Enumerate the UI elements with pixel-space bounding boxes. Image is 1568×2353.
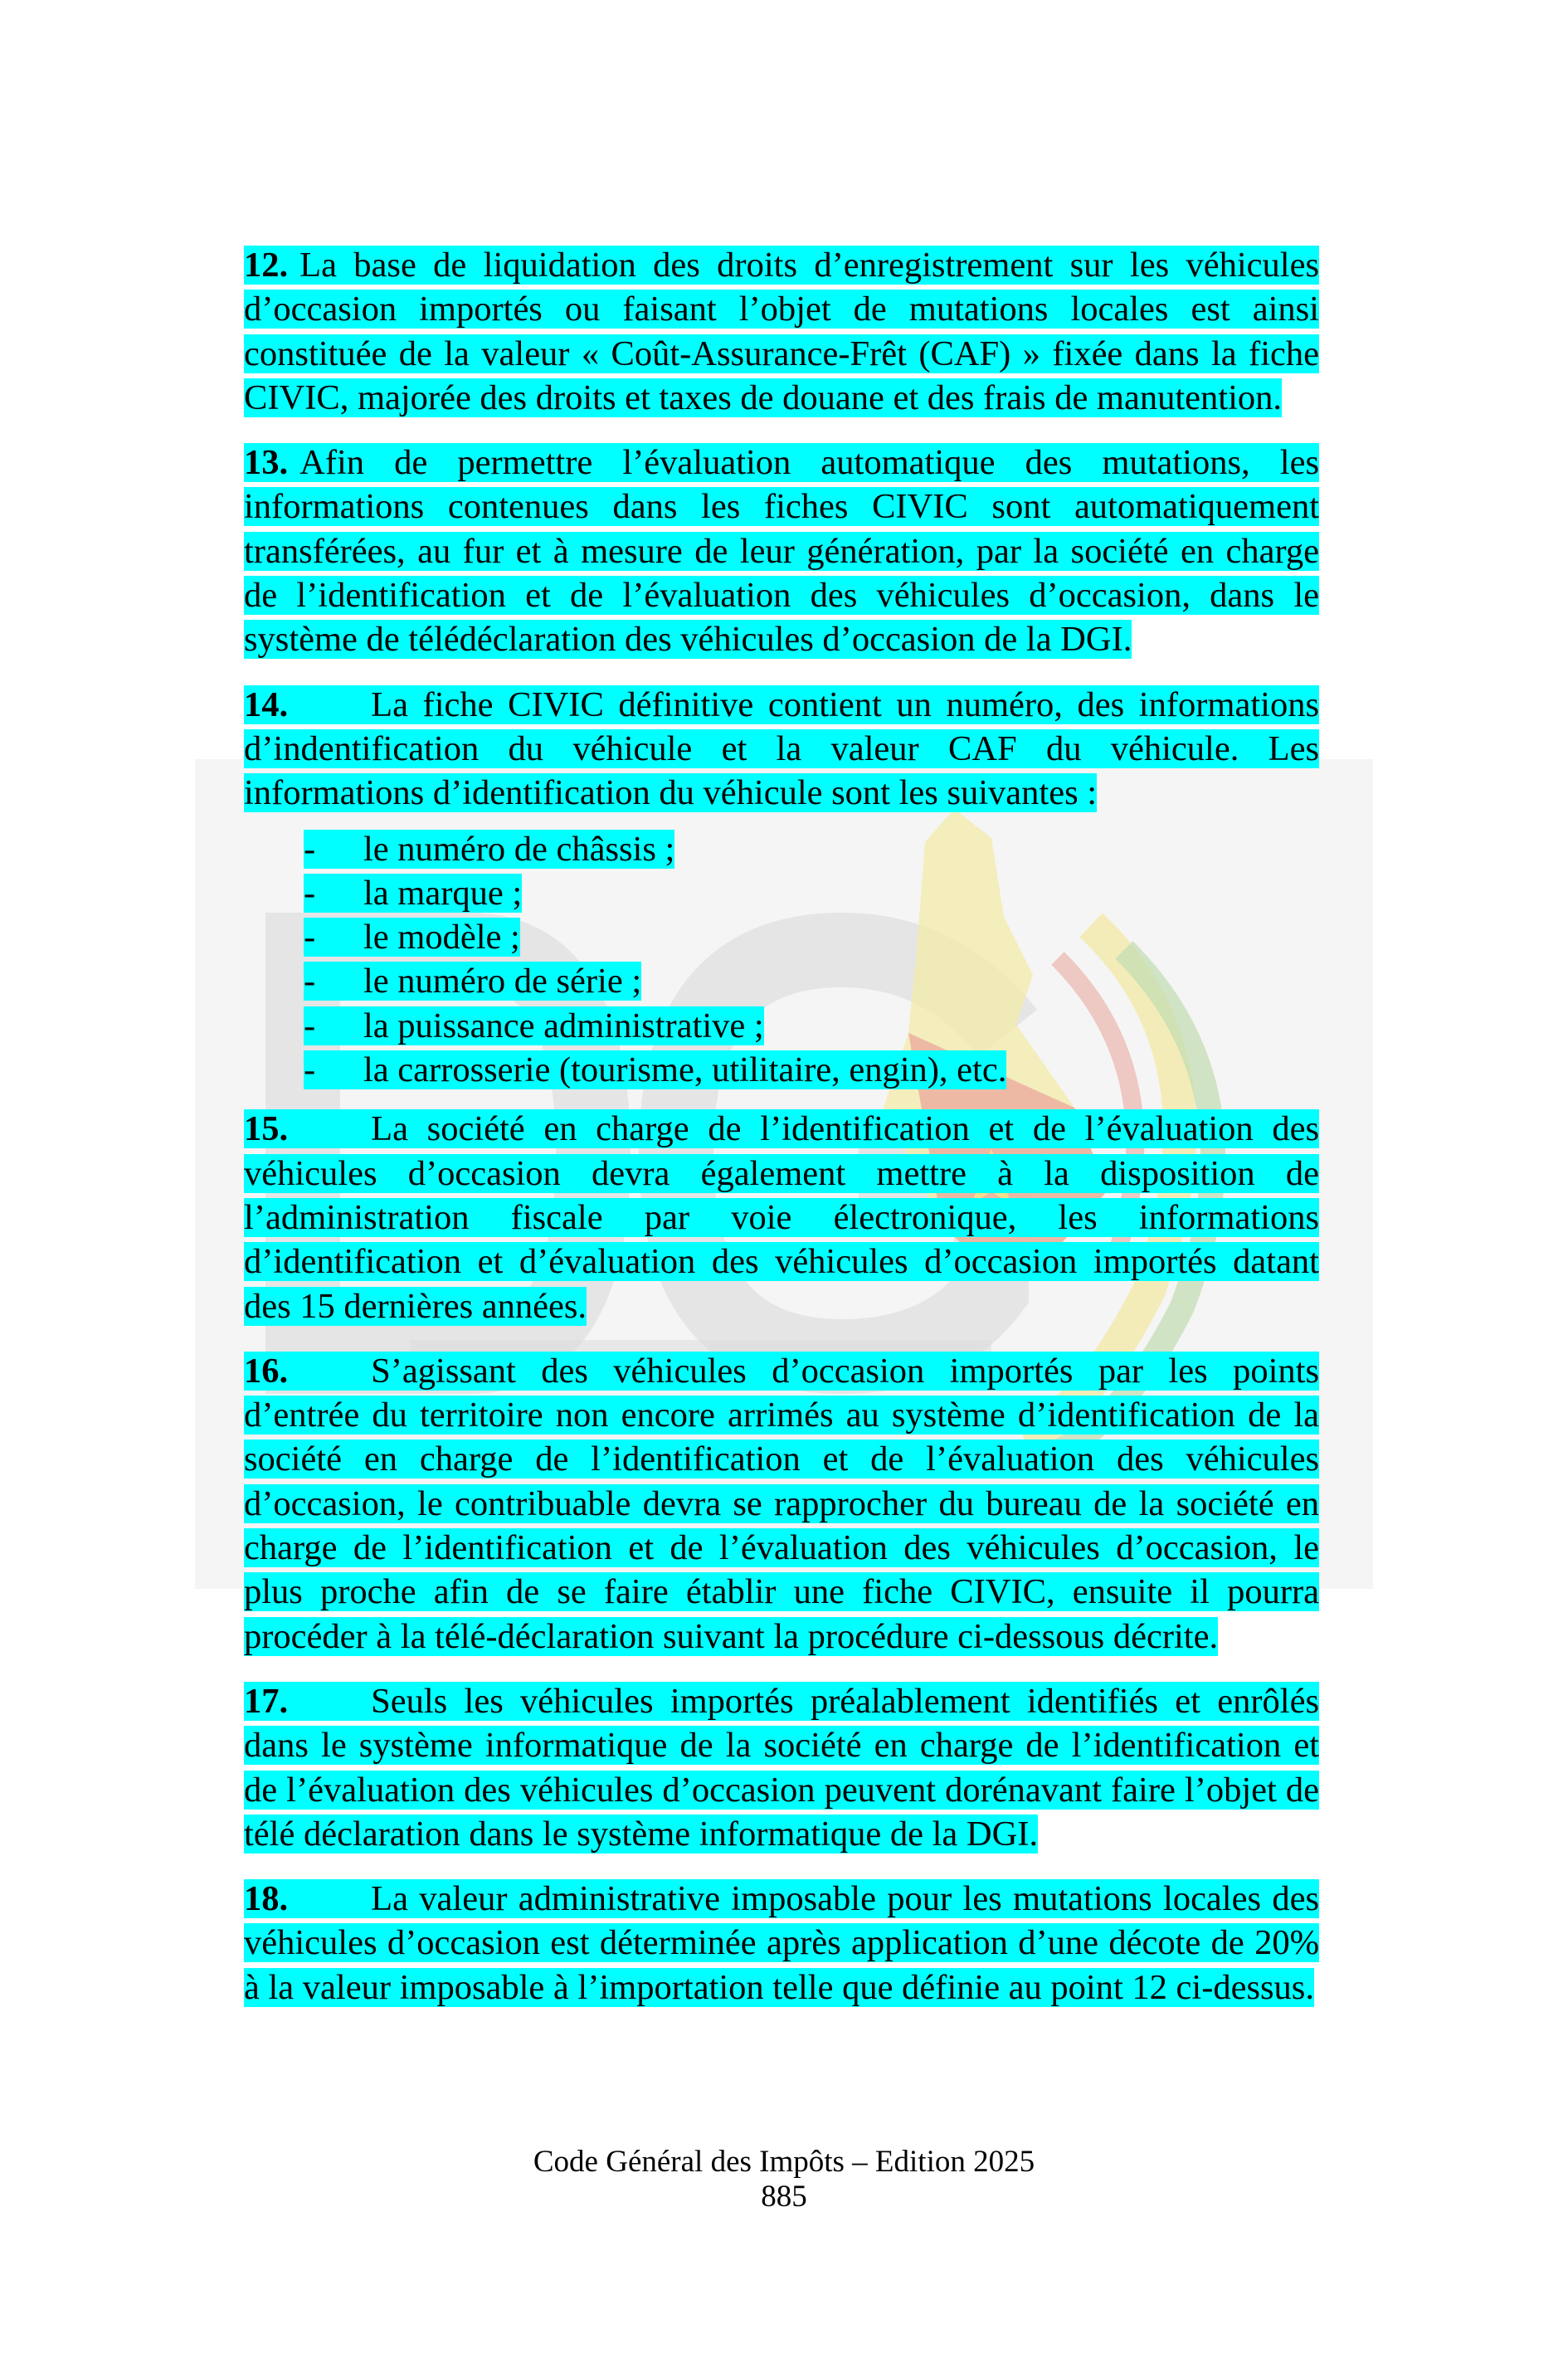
- paragraph-text: Seuls les véhicules importés préalablement identifiés et enrôlés dans le système informatique de la société en charge de l’identification et de l’évaluation des véhicules d’occasion peuvent dorénavant faire l’objet de télé déclaration dans le système informatique de la DGI.: [244, 1681, 1319, 1854]
- paragraph-number: 14.: [244, 684, 289, 724]
- paragraph-number: 17.: [244, 1681, 289, 1721]
- page-number: 885: [761, 2180, 807, 2214]
- paragraph-text: S’agissant des véhicules d’occasion importés par les points d’entrée du territoire non encore arrimés au système d’identification de la société en charge de l’identification et de l’évaluation des véhicules d’occasion, le contribuable devra se rapprocher du bureau de la société en charge de l’identification et de l’évaluation des véhicules d’occasion, le plus proche afin de se faire établir une fiche CIVIC, ensuite il pourra procéder à la télé-déclaration suivant la procédure ci-dessous décrite.: [244, 1351, 1319, 1656]
- paragraph-text: La société en charge de l’identification et de l’évaluation des véhicules d’occasion devra également mettre à la disposition de l’administration fiscale par voie électronique, les informations d’identification et d’évaluation des véhicules d’occasion importés datant des 15 dernières années.: [244, 1109, 1319, 1326]
- paragraph-number: 16.: [244, 1351, 289, 1391]
- list-item: - le numéro de série ;: [304, 962, 642, 1001]
- paragraph-number: 12.: [244, 246, 289, 285]
- list-item: - la carrosserie (tourisme, utilitaire, engin), etc.: [304, 1050, 1007, 1090]
- paragraph-18: [244, 1877, 1319, 2010]
- paragraph-text: La base de liquidation des droits d’enregistrement sur les véhicules d’occasion importés ou faisant l’objet de mutations locales est ainsi constituée de la valeur « Coût-Assurance-Frêt (CAF) » fixée dans la fiche CIVIC, majorée des droits et taxes de douane et des frais de manutention.: [244, 246, 1319, 417]
- paragraph-14: [244, 683, 1319, 816]
- document-body: [244, 243, 1319, 2030]
- list-item: - le modèle ;: [304, 918, 520, 957]
- footer-title: Code Général des Impôts – Edition 2025: [533, 2145, 1035, 2179]
- list-item: - la puissance administrative ;: [304, 1006, 764, 1045]
- paragraph-12: [244, 243, 1319, 420]
- paragraph-number: 18.: [244, 1879, 289, 1919]
- paragraph-text: La valeur administrative imposable pour les mutations locales des véhicules d’occasion est déterminée après application d’une décote de 20% à la valeur imposable à l’importation telle que définie au point 12 ci-dessus.: [244, 1879, 1319, 2007]
- list-item: - le numéro de châssis ;: [304, 829, 675, 869]
- list-item: - la marque ;: [304, 873, 523, 913]
- paragraph-number: 13.: [244, 443, 289, 483]
- paragraph-16: [244, 1349, 1319, 1659]
- paragraph-15: [244, 1107, 1319, 1328]
- paragraph-text: Afin de permettre l’évaluation automatique des mutations, les informations contenues dans les fiches CIVIC sont automatiquement transférées, au fur et à mesure de leur génération, par la société en charge de l’identification et de l’évaluation des véhicules d’occasion, dans le système de télédéclaration des véhicules d’occasion de la DGI.: [244, 443, 1319, 660]
- paragraph-number: 15.: [244, 1109, 289, 1149]
- paragraph-text: La fiche CIVIC définitive contient un numéro, des informations d’indentification du véhicule et la valeur CAF du véhicule. Les informations d’identification du véhicule sont les suivantes :: [244, 684, 1319, 813]
- paragraph-13: [244, 441, 1319, 661]
- page-footer: [0, 2145, 1568, 2214]
- paragraph-17: [244, 1679, 1319, 1856]
- identification-info-list: [244, 827, 1319, 1093]
